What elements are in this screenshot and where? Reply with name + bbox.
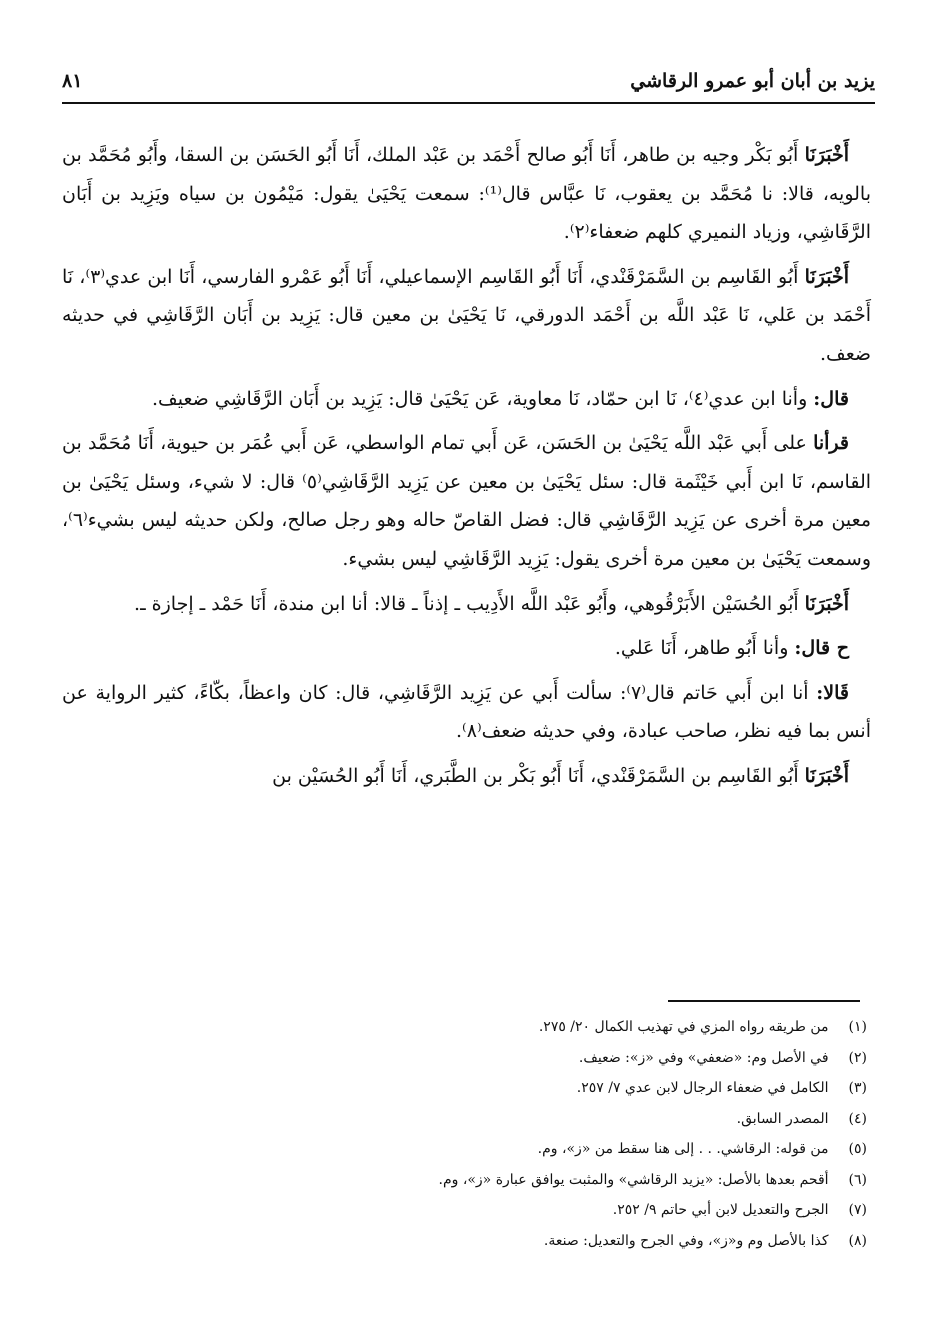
footnote [62,1165,867,1196]
footnote-number: (٧) [848,1202,867,1218]
footnote-text: في الأصل وم: «ضعفي» وفي «ز»: ضعيف. [578,1049,829,1066]
footnote-text: كذا بالأصل وم و«ز»، وفي الجرح والتعديل: صنعة. [543,1232,829,1249]
footnote [62,1226,867,1257]
running-title: يزيد بن أبان أبو عمرو الرقاشي [630,70,875,92]
paragraph-text: أنا ابن أَبي حَاتم قال⁽٧⁾: سألت أَبي عن يَزِيد الرَّقَاشِي، قال: كان واعظاً، بكّاءً، كثير الرواية عن أنس بما فيه نظر، صاحب عبادة، وفي حديثه ضعف⁽٨⁾. [62,681,871,743]
paragraph-lead: أَخْبَرَنَا [804,592,849,615]
footnote-text: المصدر السابق. [736,1110,829,1127]
footnote-text: من طريقه رواه المزي في تهذيب الكمال ٢٠/ ٢٧٥. [538,1019,829,1035]
paragraph-lead: قَالا: [816,681,849,704]
footnote-separator [668,1000,860,1002]
footnote-number: (٨) [848,1232,867,1249]
footnote-number: (٦) [848,1171,867,1188]
footnote [62,1043,867,1074]
footnote-number: (٤) [848,1110,867,1127]
paragraph [62,136,871,252]
paragraph [62,380,871,419]
footnote-number: (٣) [848,1080,867,1096]
paragraph [62,674,871,751]
footnote [62,1134,867,1165]
paragraph [62,585,871,624]
footnote-number: (٢) [848,1049,867,1066]
paragraph-text: على أَبي عَبْد اللَّه يَحْيَىٰ بن الحَسَن، عَن أَبي تمام الواسطي، عَن أَبي عُمَر بن حيوية، أَنَا مُحَمَّد بن القاسم، نَا ابن أَبي خَيْثَمة قال: سئل يَحْيَىٰ بن معين عن يَزِيد الرَّقَاشِي⁽٥⁾ قال: لا شيء، وسئل يَحْيَىٰ بن معين مرة أخرى عن يَزِيد الرَّقَاشِي قال: فضل القاصّ حاله وهو رجل صالح، ولكن حديثه ليس بشيء⁽٦⁾، وسمعت يَحْيَىٰ بن معين مرة أخرى يقول: يَزِيد الرَّقَاشِي ليس بشيء. [62,432,872,570]
paragraph-lead: قال: [813,387,849,410]
page-number: ٨١ [62,70,83,92]
paragraph-text: وأنا أَبُو طاهر، أَنَا عَلي. [614,637,795,660]
paragraph [62,258,871,374]
paragraph-text: أَبُو بَكْر وجيه بن طاهر، أَنَا أَبُو صالح أَحْمَد بن عَبْد الملك، أَنَا أَبُو الحَسَن بن السقا، وأَبُو مُحَمَّد بن بالويه، قالا: نا مُحَمَّد بن يعقوب، نَا عبَّاس قال⁽¹⁾: سمعت يَحْيَىٰ يقول: مَيْمُون بن سياه ويَزِيد بن أَبَان الرَّقَاشِي، وزياد النميري كلهم ضعفاء⁽٢⁾. [62,144,871,244]
paragraph-text: وأنا ابن عدي⁽٤⁾، نَا ابن حمّاد، نَا معاوية، عَن يَحْيَىٰ قال: يَزِيد بن أَبَان الرَّقَاشِي ضعيف. [152,387,814,410]
paragraph-lead: ح قال: [794,637,849,660]
footnote-text: من قوله: الرقاشي. . . إلى هنا سقط من «ز»، وم. [537,1141,829,1157]
footnote [62,1104,867,1135]
footnote-text: أقحم بعدها بالأصل: «يزيد الرقاشي» والمثبت يوافق عبارة «ز»، وم. [438,1171,829,1188]
paragraph [62,424,871,578]
footnote [62,1073,867,1104]
paragraph-text: أَبُو القَاسِم بن السَّمَرْقَنْدي، أَنَا أَبُو بَكْر بن الطَّبَري، أَنَا أَبُو الحُسَيْن بن [272,764,805,787]
paragraph-text: أَبُو القَاسِم بن السَّمَرْقَنْدي، أَنَا أَبُو القَاسِم الإسماعيلي، أَنَا أَبُو عَمْرو الفارسي، أَنَا ابن عدي⁽٣⁾، نَا أَحْمَد بن عَلي، نَا عَبْد اللَّه بن أَحْمَد الدورقي، نَا يَحْيَىٰ بن معين قال: يَزِيد بن أَبَان الرَّقَاشِي في حديثه ضعف. [62,265,871,365]
footnote [62,1012,867,1043]
footnote-number: (١) [848,1019,867,1035]
paragraph-text: أَبُو الحُسَيْن الأَبَرْقُوهي، وأَبُو عَبْد اللَّه الأَدِيب ـ إذناً ـ قالا: أنا ابن مندة، أَنَا حَمْد ـ إجازة ـ. [134,592,805,615]
footnote-number: (٥) [848,1141,867,1157]
footnote [62,1195,867,1226]
paragraph-lead: أَخْبَرَنَا [804,764,849,787]
paragraph [62,757,871,796]
main-text [62,136,871,802]
paragraph-lead: أَخْبَرَنَا [804,265,849,288]
footnotes [62,1012,867,1256]
paragraph-lead: أَخْبَرَنَا [804,144,849,166]
footnote-text: الجرح والتعديل لابن أبي حاتم ٩/ ٢٥٢. [612,1202,829,1218]
paragraph-lead: قرأنا [813,432,849,455]
page-header [62,62,875,104]
footnote-text: الكامل في ضعفاء الرجال لابن عدي ٧/ ٢٥٧. [576,1080,829,1096]
paragraph [62,629,871,668]
